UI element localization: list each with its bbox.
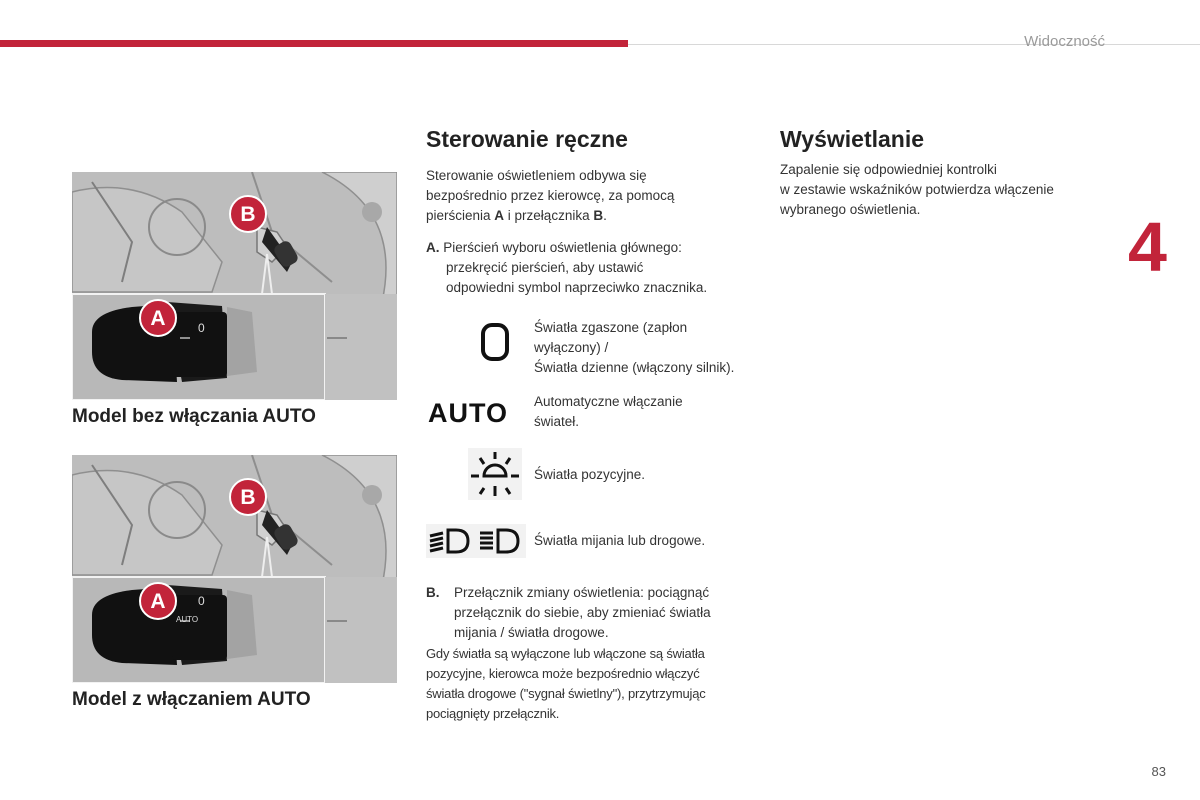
lighting-stalk-illustration bbox=[72, 455, 397, 683]
ring-off-symbol: 0 bbox=[198, 594, 205, 608]
section-title: Widoczność bbox=[1024, 33, 1105, 50]
symbol-row-auto bbox=[426, 392, 756, 436]
figure-lighting-stalk-without-auto bbox=[72, 172, 397, 400]
manual-intro-paragraph: Sterowanie oświetleniem odbywa się bezpośrednio przez kierowcę, za pomocą pierścienia A i przełącznika B. bbox=[426, 168, 675, 223]
figure-caption: Model z włączaniem AUTO bbox=[72, 689, 311, 710]
chapter-number: 4 bbox=[1128, 208, 1167, 286]
figure-caption: Model bez włączania AUTO bbox=[72, 406, 316, 427]
page-number: 83 bbox=[1151, 764, 1166, 779]
off-symbol-icon bbox=[476, 322, 516, 362]
dipped-main-beam-icon bbox=[426, 524, 526, 558]
header-rule bbox=[628, 44, 1200, 45]
flash-note-paragraph: Gdy światła są wyłączone lub włączone są światła pozycyjne, kierowca może bezpośrednio włączyć światła drogowe ("sygnał świetlny"), przytrzymując pociągnięty przełącznik. bbox=[426, 646, 706, 721]
item-b-description: B. Przełącznik zmiany oświetlenia: pociągnąć przełącznik do siebie, aby zmieniać światła mijania / światła drogowe. bbox=[426, 585, 711, 640]
ring-auto-symbol: AUTO bbox=[176, 615, 199, 624]
callout-a-label: A bbox=[150, 590, 166, 613]
auto-symbol-icon: AUTO bbox=[428, 398, 509, 428]
symbol-row-beams bbox=[426, 520, 756, 560]
section-heading-manual: Sterowanie ręczne bbox=[426, 126, 628, 152]
callout-a-label: A bbox=[150, 307, 166, 330]
callout-b-label: B bbox=[240, 486, 256, 509]
symbol-description: Światła mijania lub drogowe. bbox=[534, 533, 706, 548]
ring-off-symbol: 0 bbox=[198, 321, 205, 335]
lighting-stalk-illustration bbox=[72, 172, 397, 400]
symbol-row-sidelights bbox=[426, 446, 756, 502]
symbol-row-off bbox=[426, 318, 756, 380]
callout-b-label: B bbox=[240, 203, 256, 226]
sidelights-icon bbox=[468, 448, 522, 500]
symbol-description: Światła zgaszone (zapłon wyłączony) / Światła dzienne (włączony silnik). bbox=[534, 320, 735, 375]
header-accent-bar bbox=[0, 40, 628, 47]
item-a-description: A. Pierścień wyboru oświetlenia głównego: przekręcić pierścień, aby ustawić odpowiedni symbol naprzeciwko znacznika. bbox=[426, 240, 708, 295]
symbol-description: Światła pozycyjne. bbox=[534, 467, 646, 482]
display-paragraph: Zapalenie się odpowiedniej kontrolki w zestawie wskaźników potwierdza włączenie wybranego oświetlenia. bbox=[780, 162, 1054, 217]
symbol-description: Automatyczne włączanie świateł. bbox=[534, 394, 683, 429]
figure-lighting-stalk-with-auto bbox=[72, 455, 397, 683]
section-heading-display: Wyświetlanie bbox=[780, 126, 925, 152]
